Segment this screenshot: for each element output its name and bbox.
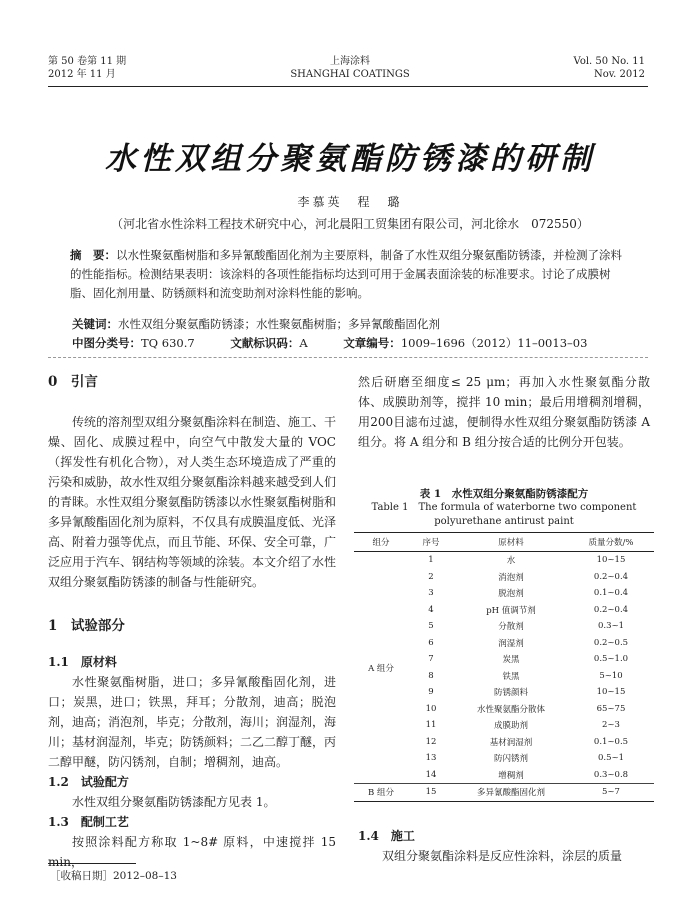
row-number: 13	[425, 753, 437, 764]
section-1-2-text: 水性双组分聚氨酯防锈漆配方见表 1。	[72, 795, 276, 809]
table-header-number: 序号	[408, 533, 454, 552]
table-header-fraction: 质量分数/%	[568, 533, 654, 552]
table-header-row	[354, 533, 654, 552]
row-number: 12	[425, 736, 437, 747]
row-number: 3	[428, 588, 434, 599]
row-material: 水	[506, 556, 516, 567]
row-fraction: 10~15	[596, 687, 626, 698]
row-fraction: 5~7	[568, 784, 654, 802]
header-volume-info	[48, 55, 126, 81]
right-column-bottom	[358, 826, 650, 866]
header-journal	[260, 55, 440, 81]
header-journal-cn: 上海涂料	[330, 56, 370, 67]
article-id-value: 1009–1696（2012）11–0013–03	[400, 336, 588, 350]
header-date-cn: 2012 年 11 月	[48, 69, 116, 80]
keywords	[72, 315, 630, 333]
section-1-1-text: 水性聚氨酯树脂，进口；多异氰酸酯固化剂，进口；炭黑，进口；铁黑，拜耳；分散剂，迪高；脱泡剂，迪高；消泡剂，毕克；分散剂，海川；润湿剂，海川；基材润湿剂，毕克；防锈颜料；二乙二醇丁醚，丙二醇甲醚，防闪锈剂，自制；增稠剂，迪高。	[48, 675, 337, 769]
row-material: 分散剂	[498, 622, 524, 633]
table-caption	[358, 487, 650, 529]
row-number: 15	[408, 784, 454, 802]
row-material: pH 值调节剂	[486, 605, 536, 616]
row-material: 铁黑	[502, 671, 520, 682]
keywords-label: 关键词：	[72, 317, 118, 331]
row-fraction: 0.3~0.8	[593, 769, 629, 780]
row-number: 7	[428, 654, 434, 665]
header-issue	[574, 55, 645, 81]
row-fraction: 0.5~1	[597, 753, 625, 764]
doc-code-value: A	[299, 336, 308, 350]
header-volume-en: Vol. 50 No. 11	[573, 56, 645, 67]
row-material: 脱泡剂	[498, 589, 524, 600]
keywords-text: 水性双组分聚氨酯防锈漆；水性聚氨酯树脂；多异氰酸酯固化剂	[118, 317, 440, 331]
row-material: 防锈颜料	[493, 688, 528, 699]
header-journal-en: SHANGHAI COATINGS	[290, 69, 410, 80]
row-fraction: 0.3~1	[597, 621, 625, 632]
abstract-text: 以水性聚氨酯树脂和多异氰酸酯固化剂为主要原料，制备了水性双组分聚氨酯防锈漆，并检测了涂料的性能指标。检测结果表明：该涂料的各项性能指标均达到可用于金属表面涂装的标准要求。讨论了成膜树脂、固化剂用量、防锈颜料和流变助剂对涂料性能的影响。	[70, 248, 622, 300]
doc-code-label: 文献标识码：	[230, 336, 300, 350]
header-rule	[48, 86, 648, 87]
row-number: 14	[425, 769, 437, 780]
received-date: ［收稿日期］2012–08–13	[50, 870, 177, 882]
article-id-label: 文章编号：	[343, 336, 401, 350]
row-number: 10	[425, 703, 437, 714]
row-material: 炭黑	[502, 655, 520, 666]
row-fraction: 2~3	[602, 720, 620, 731]
row-material: 基材润湿剂	[489, 737, 533, 748]
left-column	[48, 372, 336, 872]
row-material: 水性聚氨酯分散体	[476, 704, 545, 715]
row-fraction: 0.2~0.5	[593, 637, 629, 648]
section-1-3-text: 按照涂料配方称取 1~8# 原料，中速搅拌 15 min，	[48, 835, 336, 869]
abstract	[70, 246, 630, 303]
clc-value: TQ 630.7	[141, 336, 195, 350]
row-number: 9	[428, 687, 434, 698]
row-material: 润湿剂	[498, 638, 524, 649]
section-1-1-heading: 1.1 原材料	[48, 655, 117, 669]
table-title-cn: 表 1 水性双组分聚氨酯防锈漆配方	[419, 488, 589, 500]
table-row	[354, 552, 654, 569]
group-a-label: A 组分	[368, 663, 394, 674]
row-fraction: 0.2~0.4	[593, 604, 629, 615]
section-0-heading: 0 引言	[48, 374, 98, 390]
article-authors: 李慕英 程 璐	[297, 195, 403, 209]
row-fraction: 65~75	[596, 703, 626, 714]
row-fraction: 0.5~1.0	[593, 654, 629, 665]
row-fraction: 10~15	[596, 555, 626, 566]
article-affiliation: （河北省水性涂料工程技术研究中心，河北晨阳工贸集团有限公司，河北徐水 072550）	[111, 217, 589, 231]
row-number: 1	[428, 555, 434, 566]
article-title: 水性双组分聚氨酯防锈漆的研制	[105, 141, 595, 177]
group-b-label: B 组分	[354, 784, 408, 802]
row-number: 6	[428, 637, 434, 648]
section-1-2-heading: 1.2 试验配方	[48, 775, 129, 789]
table-header-group: 组分	[354, 533, 408, 552]
row-number: 5	[428, 621, 434, 632]
classification-line	[72, 334, 630, 352]
row-fraction: 0.2~0.4	[593, 571, 629, 582]
row-fraction: 0.1~0.5	[593, 736, 629, 747]
table-row-b	[354, 784, 654, 802]
row-number: 11	[425, 720, 437, 731]
row-fraction: 5~10	[599, 670, 623, 681]
row-material: 防闪锈剂	[493, 754, 528, 765]
section-1-4-text: 双组分聚氨酯涂料是反应性涂料，涂层的质量	[382, 849, 623, 863]
clc-label: 中图分类号：	[72, 336, 141, 350]
section-1-4-heading: 1.4 施工	[358, 829, 415, 843]
row-material: 消泡剂	[498, 572, 524, 583]
right-column-top	[358, 372, 650, 452]
row-number: 4	[428, 604, 434, 615]
row-material: 成膜助剂	[493, 721, 528, 732]
table-title-en-1: Table 1 The formula of waterborne two component	[371, 502, 637, 513]
abstract-label: 摘 要：	[70, 248, 116, 262]
continued-text: 然后研磨至细度≤ 25 μm；再加入水性聚氨酯分散体、成膜助剂等，搅拌 10 min；最后用增稠剂增稠，用200目滤布过滤，便制得水性双组分聚氨酯防锈漆 A 组分。将 A 组分和 B 组分按合适的比例分开包装。	[358, 375, 650, 449]
section-0-text: 传统的溶剂型双组分聚氨酯涂料在制造、施工、干燥、固化、成膜过程中，向空气中散发大量的 VOC（挥发性有机化合物），对人类生态环境造成了严重的污染和威胁，故水性双组分聚氨酯涂料越来越受到人们的青睐。水性双组分聚氨酯防锈漆以水性聚氨酯树脂和多异氰酸酯固化剂为原料，不仅具有成膜温度低、光泽高、附着力强等优点，而且节能、环保、安全可靠，广泛应用于汽车、钢结构等领域的涂装。本文介绍了水性双组分聚氨酯防锈漆的制备与性能研究。	[48, 415, 337, 589]
section-divider	[48, 357, 648, 358]
row-material: 多异氰酸酯固化剂	[454, 784, 568, 802]
table-header-material: 原材料	[454, 533, 568, 552]
row-material: 增稠剂	[498, 770, 524, 781]
row-number: 8	[428, 670, 434, 681]
header-volume-cn: 第 50 卷第 11 期	[48, 56, 127, 67]
section-1-3-heading: 1.3 配制工艺	[48, 815, 129, 829]
row-fraction: 0.1~0.4	[593, 588, 629, 599]
header-date-en: Nov. 2012	[593, 69, 645, 80]
row-number: 2	[428, 571, 434, 582]
section-1-heading: 1 试验部分	[48, 618, 125, 634]
formula-table	[354, 532, 654, 802]
table-title-en-2: polyurethane antirust paint	[434, 516, 574, 527]
footnote-rule	[48, 863, 136, 864]
